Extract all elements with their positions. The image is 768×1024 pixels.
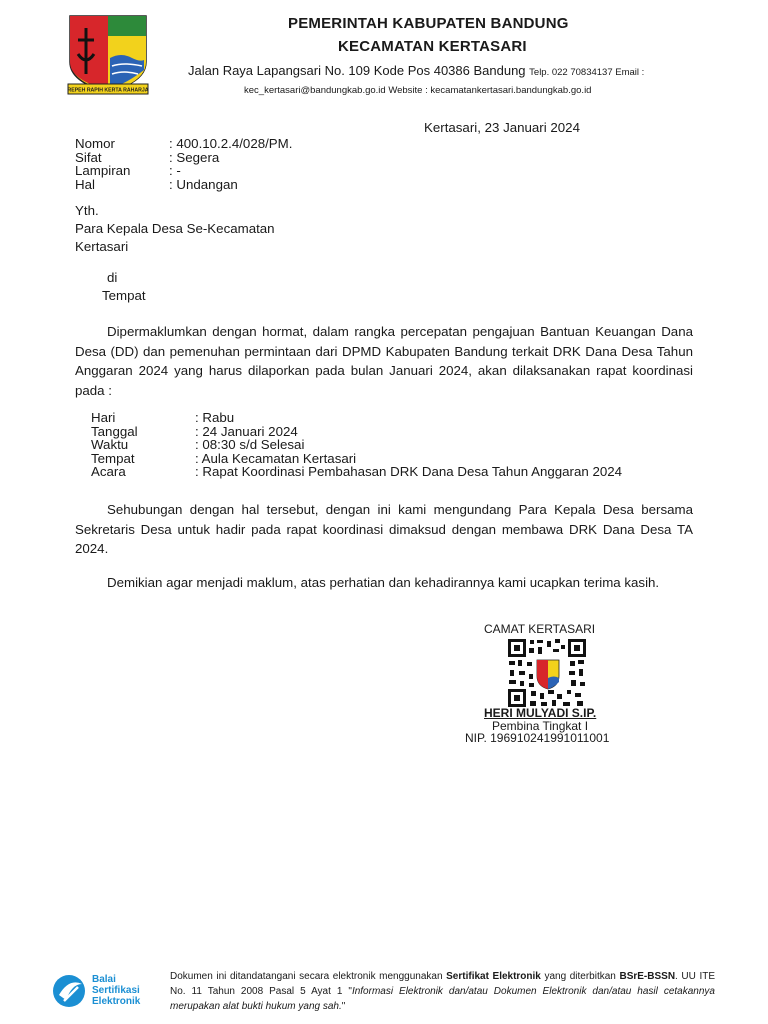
meta-row (75, 164, 292, 178)
letterhead-line1: PEMERINTAH KABUPATEN BANDUNG (288, 15, 569, 32)
bsre-logo (52, 970, 162, 1012)
meta-value: : Segera (169, 149, 220, 165)
event-label: Tempat (91, 450, 135, 466)
bsre-line1: Balai (92, 974, 116, 985)
recipient-line2: Kertasari (75, 239, 129, 254)
paragraph-2 (75, 500, 693, 559)
letterhead-address (188, 63, 644, 78)
e-signature-footnote (170, 969, 715, 1014)
meta-label: Lampiran (75, 163, 131, 178)
recipient-di: di (107, 270, 118, 285)
signatory-nip: NIP. 196910241991011001 (465, 731, 610, 745)
footnote-italic-quote: Informasi Elektronik dan/atau Dokumen Elektronik dan/atau hasil cetakannya merupakan alat bukti hukum yang sah. (170, 986, 715, 1012)
event-value: : Rabu (195, 410, 235, 425)
paragraph-2-text: Sehubungan dengan hal tersebut, dengan ini kami mengundang Para Kepala Desa bersama Sekretaris Desa untuk hadir pada rapat koordinasi dimaksud dengan membawa DRK Dana Desa TA 2024. (75, 502, 693, 556)
footnote-text: yang diterbitkan (540, 971, 620, 982)
address-text: Jalan Raya Lapangsari No. 109 Kode Pos 40386 Bandung (188, 63, 526, 78)
meta-label: Nomor (75, 136, 115, 151)
event-row (91, 438, 622, 452)
footnote-bold-issuer: BSrE-BSSN (619, 971, 676, 982)
signatory-rank: Pembina Tingkat I (492, 719, 589, 733)
event-value: : 24 Januari 2024 (195, 423, 298, 439)
letterhead-contact: kec_kertasari@bandungkab.go.id Website : kecamatankertasari.bandungkab.go.id (244, 85, 592, 96)
event-details (91, 411, 622, 479)
event-value: : Rapat Koordinasi Pembahasan DRK Dana Desa Tahun Anggaran 2024 (195, 464, 623, 479)
letter-date: Kertasari, 23 Januari 2024 (424, 120, 580, 135)
paragraph-3-text: Demikian agar menjadi maklum, atas perhatian dan kehadirannya kami ucapkan terima kasih. (107, 575, 660, 590)
event-row (91, 425, 622, 439)
qr-code (507, 638, 587, 708)
paragraph-3 (75, 573, 693, 593)
meta-value: : Undangan (169, 176, 238, 192)
phone-email-text: Telp. 022 70834137 Email : (529, 67, 645, 78)
footnote-text: Dokumen ini ditandatangani secara elektronik menggunakan (170, 971, 447, 982)
event-row (91, 465, 622, 479)
meta-value: : 400.10.2.4/028/PM. (169, 136, 293, 151)
letter-meta (75, 137, 292, 191)
bsre-line2: Sertifikasi (92, 985, 140, 996)
footnote-text: . UU ITE No. 11 Tahun 2008 Pasal 5 Ayat 1 " (170, 971, 715, 997)
event-row (91, 411, 622, 425)
paragraph-1-text: Dipermaklumkan dengan hormat, dalam rangka percepatan pengajuan Bantuan Keuangan Dana Desa (DD) dan pemenuhan permintaan dari DPMD Kabupaten Bandung terkait DRK Dana Desa Tahun Anggaran 2024 yang harus dilaporkan pada bulan Januari 2024, akan dilaksanakan rapat koordinasi pada : (75, 324, 693, 398)
event-label: Tanggal (91, 423, 138, 439)
footnote-text: " (341, 1001, 346, 1012)
recipient-tempat: Tempat (102, 288, 146, 303)
meta-row (75, 178, 292, 192)
meta-label: Hal (75, 176, 95, 192)
recipient-yth: Yth. (75, 203, 99, 218)
meta-row (75, 137, 292, 151)
letterhead-line2: KECAMATAN KERTASARI (338, 38, 527, 55)
signature-title: CAMAT KERTASARI (484, 622, 596, 636)
event-row (91, 452, 622, 466)
event-value: : 08:30 s/d Selesai (195, 437, 305, 452)
kabupaten-bandung-logo (66, 14, 150, 96)
signatory-name: HERI MULYADI S.IP. (484, 706, 597, 720)
footnote-bold-certificate: Sertifikat Elektronik (446, 971, 541, 982)
meta-label: Sifat (75, 149, 102, 165)
meta-value: : - (169, 163, 181, 178)
event-label: Waktu (91, 437, 129, 452)
event-label: Hari (91, 410, 116, 425)
logo-motto: REPEH RAPIH KERTA RAHARJA (67, 87, 149, 94)
event-label: Acara (91, 464, 126, 479)
meta-row (75, 151, 292, 165)
event-value: : Aula Kecamatan Kertasari (195, 450, 357, 466)
recipient-line1: Para Kepala Desa Se-Kecamatan (75, 221, 275, 236)
paragraph-1 (75, 322, 693, 400)
bsre-line3: Elektronik (92, 996, 141, 1007)
